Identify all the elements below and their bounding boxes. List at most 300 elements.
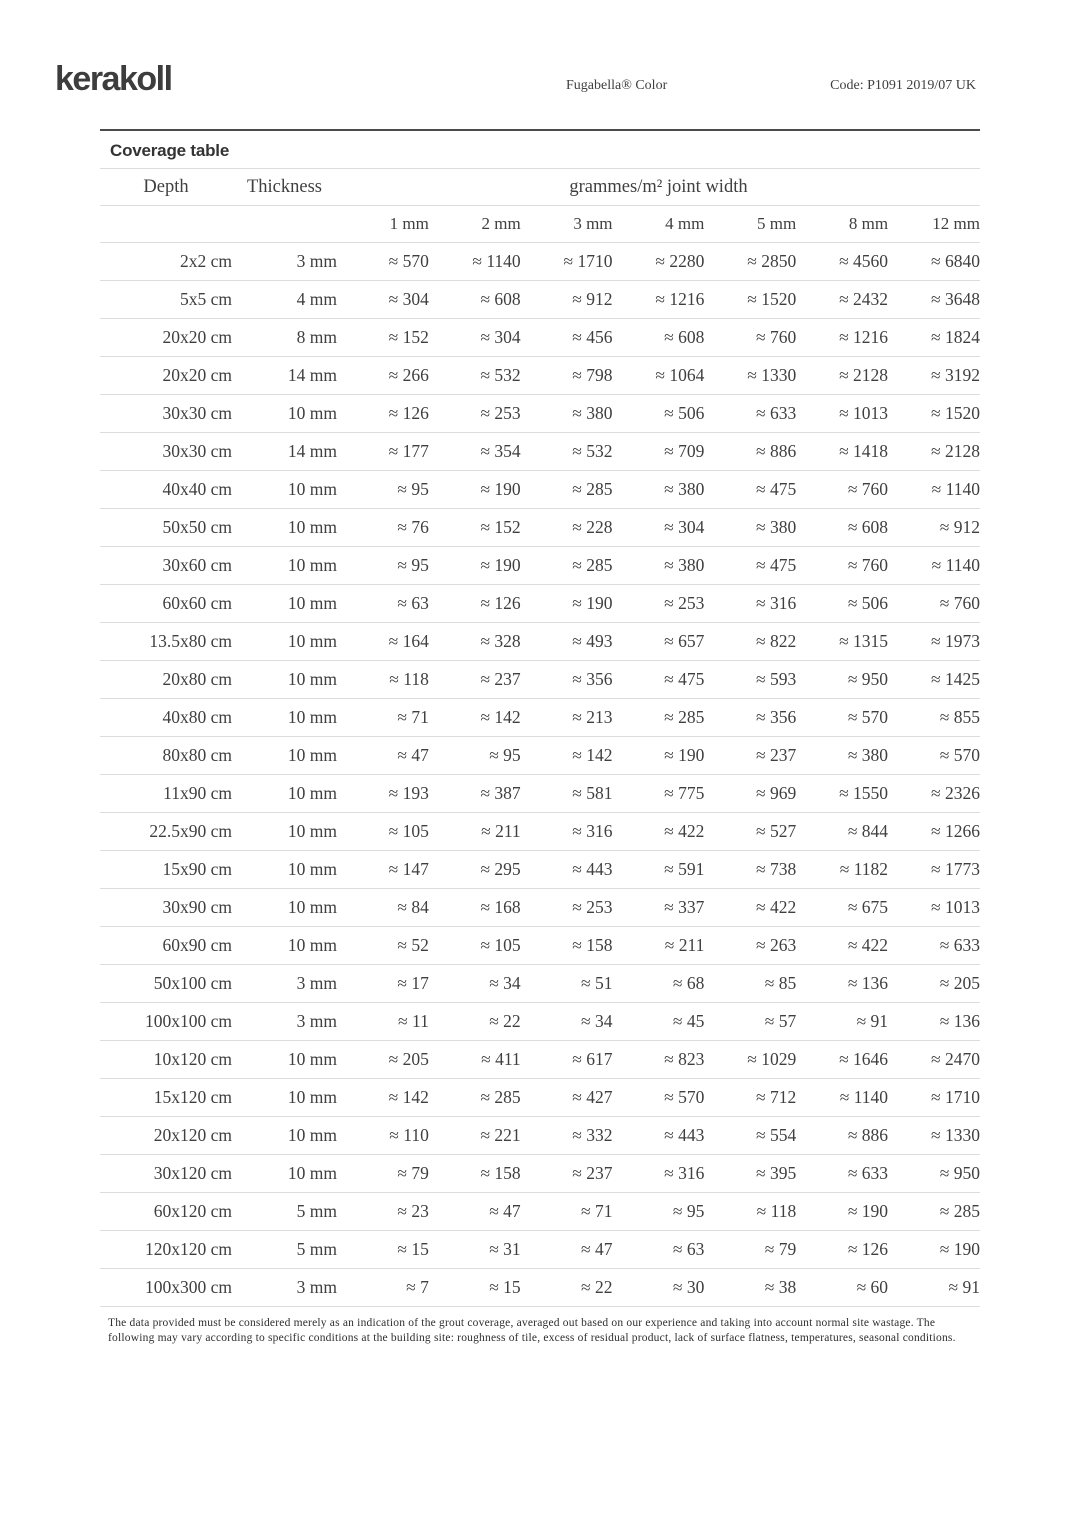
value-cell: ≈ 1064 <box>613 357 705 395</box>
table-row <box>100 281 980 319</box>
joint-width-4mm-header: 4 mm <box>613 206 705 243</box>
value-cell: ≈ 147 <box>337 851 429 889</box>
joint-width-8mm-header: 8 mm <box>796 206 888 243</box>
table-row <box>100 319 980 357</box>
value-cell: ≈ 422 <box>704 889 796 927</box>
value-cell: ≈ 95 <box>613 1193 705 1231</box>
value-cell: ≈ 1824 <box>888 319 980 357</box>
value-cell: ≈ 633 <box>888 927 980 965</box>
value-cell: ≈ 190 <box>521 585 613 623</box>
value-cell: ≈ 493 <box>521 623 613 661</box>
depth-cell: 22.5x90 cm <box>100 813 232 851</box>
value-cell: ≈ 969 <box>704 775 796 813</box>
value-cell: ≈ 617 <box>521 1041 613 1079</box>
value-cell: ≈ 1140 <box>888 547 980 585</box>
value-cell: ≈ 63 <box>337 585 429 623</box>
table-row <box>100 661 980 699</box>
value-cell: ≈ 285 <box>888 1193 980 1231</box>
thickness-cell: 10 mm <box>232 623 337 661</box>
value-cell: ≈ 1266 <box>888 813 980 851</box>
value-cell: ≈ 158 <box>521 927 613 965</box>
table-row <box>100 1231 980 1269</box>
value-cell: ≈ 1646 <box>796 1041 888 1079</box>
value-cell: ≈ 2850 <box>704 243 796 281</box>
value-cell: ≈ 1216 <box>613 281 705 319</box>
value-cell: ≈ 237 <box>521 1155 613 1193</box>
value-cell: ≈ 316 <box>704 585 796 623</box>
value-cell: ≈ 228 <box>521 509 613 547</box>
header-divider <box>100 129 980 131</box>
value-cell: ≈ 1418 <box>796 433 888 471</box>
table-row <box>100 1269 980 1307</box>
table-row <box>100 623 980 661</box>
thickness-cell: 10 mm <box>232 471 337 509</box>
value-cell: ≈ 380 <box>521 395 613 433</box>
value-cell: ≈ 823 <box>613 1041 705 1079</box>
coverage-table-body <box>100 243 980 1307</box>
value-cell: ≈ 387 <box>429 775 521 813</box>
value-cell: ≈ 211 <box>429 813 521 851</box>
table-row <box>100 433 980 471</box>
value-cell: ≈ 205 <box>888 965 980 1003</box>
value-cell: ≈ 912 <box>521 281 613 319</box>
depth-cell: 13.5x80 cm <box>100 623 232 661</box>
value-cell: ≈ 15 <box>337 1231 429 1269</box>
depth-cell: 20x20 cm <box>100 319 232 357</box>
value-cell: ≈ 570 <box>888 737 980 775</box>
table-row <box>100 357 980 395</box>
value-cell: ≈ 168 <box>429 889 521 927</box>
value-cell: ≈ 79 <box>704 1231 796 1269</box>
thickness-cell: 10 mm <box>232 813 337 851</box>
table-row <box>100 1003 980 1041</box>
value-cell: ≈ 570 <box>613 1079 705 1117</box>
value-cell: ≈ 45 <box>613 1003 705 1041</box>
depth-cell: 5x5 cm <box>100 281 232 319</box>
kerakoll-logo: kerakoll <box>55 60 172 98</box>
joint-width-1mm-header: 1 mm <box>337 206 429 243</box>
depth-cell: 60x60 cm <box>100 585 232 623</box>
table-row <box>100 1117 980 1155</box>
depth-cell: 30x60 cm <box>100 547 232 585</box>
value-cell: ≈ 95 <box>337 547 429 585</box>
value-cell: ≈ 886 <box>704 433 796 471</box>
depth-cell: 30x120 cm <box>100 1155 232 1193</box>
table-row <box>100 699 980 737</box>
value-cell: ≈ 380 <box>704 509 796 547</box>
value-cell: ≈ 34 <box>429 965 521 1003</box>
value-cell: ≈ 221 <box>429 1117 521 1155</box>
value-cell: ≈ 253 <box>613 585 705 623</box>
value-cell: ≈ 118 <box>704 1193 796 1231</box>
value-cell: ≈ 475 <box>704 471 796 509</box>
joint-width-12mm-header: 12 mm <box>888 206 980 243</box>
thickness-cell: 10 mm <box>232 509 337 547</box>
depth-cell: 20x120 cm <box>100 1117 232 1155</box>
value-cell: ≈ 285 <box>521 471 613 509</box>
thickness-cell: 10 mm <box>232 927 337 965</box>
value-cell: ≈ 51 <box>521 965 613 1003</box>
thickness-cell: 10 mm <box>232 661 337 699</box>
value-cell: ≈ 253 <box>429 395 521 433</box>
document-code: Code: P1091 2019/07 UK <box>830 78 976 93</box>
value-cell: ≈ 1710 <box>521 243 613 281</box>
value-cell: ≈ 775 <box>613 775 705 813</box>
value-cell: ≈ 126 <box>337 395 429 433</box>
depth-cell: 100x300 cm <box>100 1269 232 1307</box>
depth-cell: 15x120 cm <box>100 1079 232 1117</box>
value-cell: ≈ 3648 <box>888 281 980 319</box>
value-cell: ≈ 1773 <box>888 851 980 889</box>
table-row <box>100 1155 980 1193</box>
value-cell: ≈ 31 <box>429 1231 521 1269</box>
thickness-cell: 10 mm <box>232 889 337 927</box>
value-cell: ≈ 570 <box>796 699 888 737</box>
thickness-cell: 4 mm <box>232 281 337 319</box>
value-cell: ≈ 1013 <box>796 395 888 433</box>
table-row <box>100 395 980 433</box>
value-cell: ≈ 1520 <box>888 395 980 433</box>
thickness-cell: 10 mm <box>232 699 337 737</box>
value-cell: ≈ 475 <box>613 661 705 699</box>
thickness-cell: 10 mm <box>232 547 337 585</box>
value-cell: ≈ 1315 <box>796 623 888 661</box>
value-cell: ≈ 52 <box>337 927 429 965</box>
value-cell: ≈ 675 <box>796 889 888 927</box>
value-cell: ≈ 356 <box>704 699 796 737</box>
value-cell: ≈ 84 <box>337 889 429 927</box>
value-cell: ≈ 190 <box>613 737 705 775</box>
value-cell: ≈ 79 <box>337 1155 429 1193</box>
value-cell: ≈ 304 <box>429 319 521 357</box>
value-cell: ≈ 263 <box>704 927 796 965</box>
value-cell: ≈ 593 <box>704 661 796 699</box>
value-cell: ≈ 798 <box>521 357 613 395</box>
depth-cell: 2x2 cm <box>100 243 232 281</box>
value-cell: ≈ 1029 <box>704 1041 796 1079</box>
value-cell: ≈ 142 <box>521 737 613 775</box>
value-cell: ≈ 844 <box>796 813 888 851</box>
value-cell: ≈ 316 <box>521 813 613 851</box>
value-cell: ≈ 1330 <box>704 357 796 395</box>
value-cell: ≈ 1425 <box>888 661 980 699</box>
thickness-cell: 10 mm <box>232 585 337 623</box>
value-cell: ≈ 71 <box>337 699 429 737</box>
value-cell: ≈ 760 <box>796 547 888 585</box>
value-cell: ≈ 886 <box>796 1117 888 1155</box>
thickness-cell: 3 mm <box>232 1269 337 1307</box>
value-cell: ≈ 506 <box>796 585 888 623</box>
value-cell: ≈ 1330 <box>888 1117 980 1155</box>
value-cell: ≈ 142 <box>337 1079 429 1117</box>
thickness-cell: 5 mm <box>232 1193 337 1231</box>
value-cell: ≈ 427 <box>521 1079 613 1117</box>
value-cell: ≈ 60 <box>796 1269 888 1307</box>
value-cell: ≈ 105 <box>337 813 429 851</box>
value-cell: ≈ 295 <box>429 851 521 889</box>
table-row <box>100 813 980 851</box>
joint-width-subheader-row <box>100 206 980 243</box>
thickness-cell: 5 mm <box>232 1231 337 1269</box>
value-cell: ≈ 47 <box>337 737 429 775</box>
depth-column-header: Depth <box>100 169 232 206</box>
thickness-cell: 14 mm <box>232 433 337 471</box>
value-cell: ≈ 15 <box>429 1269 521 1307</box>
product-name: Fugabella® Color <box>566 78 668 93</box>
joint-width-2mm-header: 2 mm <box>429 206 521 243</box>
depth-cell: 100x100 cm <box>100 1003 232 1041</box>
value-cell: ≈ 1520 <box>704 281 796 319</box>
value-cell: ≈ 760 <box>704 319 796 357</box>
value-cell: ≈ 304 <box>613 509 705 547</box>
value-cell: ≈ 950 <box>796 661 888 699</box>
value-cell: ≈ 380 <box>613 471 705 509</box>
value-cell: ≈ 190 <box>429 471 521 509</box>
value-cell: ≈ 354 <box>429 433 521 471</box>
value-cell: ≈ 47 <box>429 1193 521 1231</box>
value-cell: ≈ 118 <box>337 661 429 699</box>
value-cell: ≈ 71 <box>521 1193 613 1231</box>
value-cell: ≈ 285 <box>521 547 613 585</box>
value-cell: ≈ 422 <box>796 927 888 965</box>
value-cell: ≈ 591 <box>613 851 705 889</box>
value-cell: ≈ 190 <box>888 1231 980 1269</box>
value-cell: ≈ 110 <box>337 1117 429 1155</box>
depth-cell: 40x80 cm <box>100 699 232 737</box>
thickness-cell: 10 mm <box>232 851 337 889</box>
depth-cell: 20x80 cm <box>100 661 232 699</box>
table-row <box>100 1193 980 1231</box>
value-cell: ≈ 164 <box>337 623 429 661</box>
value-cell: ≈ 205 <box>337 1041 429 1079</box>
value-cell: ≈ 22 <box>521 1269 613 1307</box>
page-title: Coverage table <box>110 141 230 160</box>
value-cell: ≈ 395 <box>704 1155 796 1193</box>
depth-cell: 11x90 cm <box>100 775 232 813</box>
thickness-cell: 3 mm <box>232 243 337 281</box>
value-cell: ≈ 190 <box>429 547 521 585</box>
value-cell: ≈ 855 <box>888 699 980 737</box>
value-cell: ≈ 380 <box>613 547 705 585</box>
value-cell: ≈ 712 <box>704 1079 796 1117</box>
value-cell: ≈ 608 <box>796 509 888 547</box>
value-cell: ≈ 285 <box>429 1079 521 1117</box>
value-cell: ≈ 95 <box>337 471 429 509</box>
depth-cell: 60x90 cm <box>100 927 232 965</box>
depth-cell: 20x20 cm <box>100 357 232 395</box>
value-cell: ≈ 570 <box>337 243 429 281</box>
value-cell: ≈ 581 <box>521 775 613 813</box>
thickness-cell: 10 mm <box>232 1079 337 1117</box>
value-cell: ≈ 213 <box>521 699 613 737</box>
depth-cell: 50x100 cm <box>100 965 232 1003</box>
table-row <box>100 737 980 775</box>
value-cell: ≈ 63 <box>613 1231 705 1269</box>
thickness-column-header: Thickness <box>232 169 337 206</box>
thickness-cell: 10 mm <box>232 1117 337 1155</box>
depth-cell: 30x90 cm <box>100 889 232 927</box>
value-cell: ≈ 304 <box>337 281 429 319</box>
value-cell: ≈ 709 <box>613 433 705 471</box>
value-cell: ≈ 76 <box>337 509 429 547</box>
thickness-cell: 10 mm <box>232 395 337 433</box>
value-cell: ≈ 47 <box>521 1231 613 1269</box>
value-cell: ≈ 475 <box>704 547 796 585</box>
value-cell: ≈ 608 <box>613 319 705 357</box>
value-cell: ≈ 657 <box>613 623 705 661</box>
value-cell: ≈ 126 <box>796 1231 888 1269</box>
value-cell: ≈ 95 <box>429 737 521 775</box>
value-cell: ≈ 316 <box>613 1155 705 1193</box>
value-cell: ≈ 760 <box>796 471 888 509</box>
table-row <box>100 471 980 509</box>
depth-cell: 40x40 cm <box>100 471 232 509</box>
value-cell: ≈ 1710 <box>888 1079 980 1117</box>
value-cell: ≈ 30 <box>613 1269 705 1307</box>
footnote: The data provided must be considered merely as an indication of the grout coverage, averaged out based on our experience and taking into account normal site wastage. The following may vary according to specific conditions at the building site: roughness of tile, excess of residual product, lack of surface flatness, temperatures, seasonal conditions. <box>108 1317 956 1344</box>
value-cell: ≈ 443 <box>521 851 613 889</box>
value-cell: ≈ 443 <box>613 1117 705 1155</box>
value-cell: ≈ 237 <box>429 661 521 699</box>
value-cell: ≈ 1550 <box>796 775 888 813</box>
table-row <box>100 509 980 547</box>
value-cell: ≈ 1140 <box>429 243 521 281</box>
value-cell: ≈ 105 <box>429 927 521 965</box>
table-row <box>100 243 980 281</box>
value-cell: ≈ 7 <box>337 1269 429 1307</box>
value-cell: ≈ 506 <box>613 395 705 433</box>
empty-cell <box>100 206 232 243</box>
value-cell: ≈ 2326 <box>888 775 980 813</box>
value-cell: ≈ 608 <box>429 281 521 319</box>
value-cell: ≈ 738 <box>704 851 796 889</box>
value-cell: ≈ 253 <box>521 889 613 927</box>
value-cell: ≈ 68 <box>613 965 705 1003</box>
value-cell: ≈ 2128 <box>888 433 980 471</box>
value-cell: ≈ 532 <box>521 433 613 471</box>
value-cell: ≈ 633 <box>704 395 796 433</box>
value-cell: ≈ 456 <box>521 319 613 357</box>
value-cell: ≈ 136 <box>796 965 888 1003</box>
value-cell: ≈ 1013 <box>888 889 980 927</box>
value-cell: ≈ 2128 <box>796 357 888 395</box>
depth-cell: 60x120 cm <box>100 1193 232 1231</box>
depth-cell: 120x120 cm <box>100 1231 232 1269</box>
value-cell: ≈ 380 <box>796 737 888 775</box>
value-cell: ≈ 211 <box>613 927 705 965</box>
value-cell: ≈ 193 <box>337 775 429 813</box>
value-cell: ≈ 527 <box>704 813 796 851</box>
value-cell: ≈ 158 <box>429 1155 521 1193</box>
value-cell: ≈ 237 <box>704 737 796 775</box>
thickness-cell: 10 mm <box>232 775 337 813</box>
value-cell: ≈ 17 <box>337 965 429 1003</box>
value-cell: ≈ 1182 <box>796 851 888 889</box>
coverage-table <box>100 168 980 1307</box>
value-cell: ≈ 57 <box>704 1003 796 1041</box>
value-cell: ≈ 2470 <box>888 1041 980 1079</box>
value-cell: ≈ 190 <box>796 1193 888 1231</box>
thickness-cell: 14 mm <box>232 357 337 395</box>
depth-cell: 30x30 cm <box>100 395 232 433</box>
thickness-cell: 3 mm <box>232 1003 337 1041</box>
value-cell: ≈ 152 <box>337 319 429 357</box>
value-cell: ≈ 337 <box>613 889 705 927</box>
table-row <box>100 965 980 1003</box>
value-cell: ≈ 152 <box>429 509 521 547</box>
value-cell: ≈ 1216 <box>796 319 888 357</box>
value-cell: ≈ 2280 <box>613 243 705 281</box>
depth-cell: 30x30 cm <box>100 433 232 471</box>
value-cell: ≈ 177 <box>337 433 429 471</box>
value-cell: ≈ 1140 <box>796 1079 888 1117</box>
joint-width-3mm-header: 3 mm <box>521 206 613 243</box>
value-cell: ≈ 38 <box>704 1269 796 1307</box>
depth-cell: 10x120 cm <box>100 1041 232 1079</box>
value-cell: ≈ 332 <box>521 1117 613 1155</box>
joint-width-5mm-header: 5 mm <box>704 206 796 243</box>
table-row <box>100 927 980 965</box>
thickness-cell: 10 mm <box>232 1155 337 1193</box>
value-cell: ≈ 822 <box>704 623 796 661</box>
value-cell: ≈ 142 <box>429 699 521 737</box>
value-cell: ≈ 3192 <box>888 357 980 395</box>
value-cell: ≈ 23 <box>337 1193 429 1231</box>
value-cell: ≈ 85 <box>704 965 796 1003</box>
value-cell: ≈ 91 <box>888 1269 980 1307</box>
value-cell: ≈ 760 <box>888 585 980 623</box>
value-cell: ≈ 136 <box>888 1003 980 1041</box>
value-cell: ≈ 633 <box>796 1155 888 1193</box>
table-row <box>100 1079 980 1117</box>
value-cell: ≈ 1973 <box>888 623 980 661</box>
value-cell: ≈ 554 <box>704 1117 796 1155</box>
table-row <box>100 585 980 623</box>
value-cell: ≈ 1140 <box>888 471 980 509</box>
table-header-row <box>100 169 980 206</box>
table-row <box>100 1041 980 1079</box>
table-row <box>100 889 980 927</box>
value-cell: ≈ 22 <box>429 1003 521 1041</box>
table-row <box>100 851 980 889</box>
depth-cell: 15x90 cm <box>100 851 232 889</box>
value-cell: ≈ 34 <box>521 1003 613 1041</box>
thickness-cell: 10 mm <box>232 737 337 775</box>
value-cell: ≈ 91 <box>796 1003 888 1041</box>
value-cell: ≈ 6840 <box>888 243 980 281</box>
depth-cell: 50x50 cm <box>100 509 232 547</box>
thickness-cell: 3 mm <box>232 965 337 1003</box>
value-cell: ≈ 285 <box>613 699 705 737</box>
thickness-cell: 10 mm <box>232 1041 337 1079</box>
value-cell: ≈ 2432 <box>796 281 888 319</box>
table-row <box>100 547 980 585</box>
value-cell: ≈ 411 <box>429 1041 521 1079</box>
value-cell: ≈ 328 <box>429 623 521 661</box>
empty-cell <box>232 206 337 243</box>
joint-width-group-header: grammes/m² joint width <box>337 169 980 206</box>
value-cell: ≈ 4560 <box>796 243 888 281</box>
value-cell: ≈ 11 <box>337 1003 429 1041</box>
value-cell: ≈ 356 <box>521 661 613 699</box>
value-cell: ≈ 266 <box>337 357 429 395</box>
value-cell: ≈ 912 <box>888 509 980 547</box>
value-cell: ≈ 422 <box>613 813 705 851</box>
value-cell: ≈ 532 <box>429 357 521 395</box>
value-cell: ≈ 950 <box>888 1155 980 1193</box>
table-row <box>100 775 980 813</box>
thickness-cell: 8 mm <box>232 319 337 357</box>
